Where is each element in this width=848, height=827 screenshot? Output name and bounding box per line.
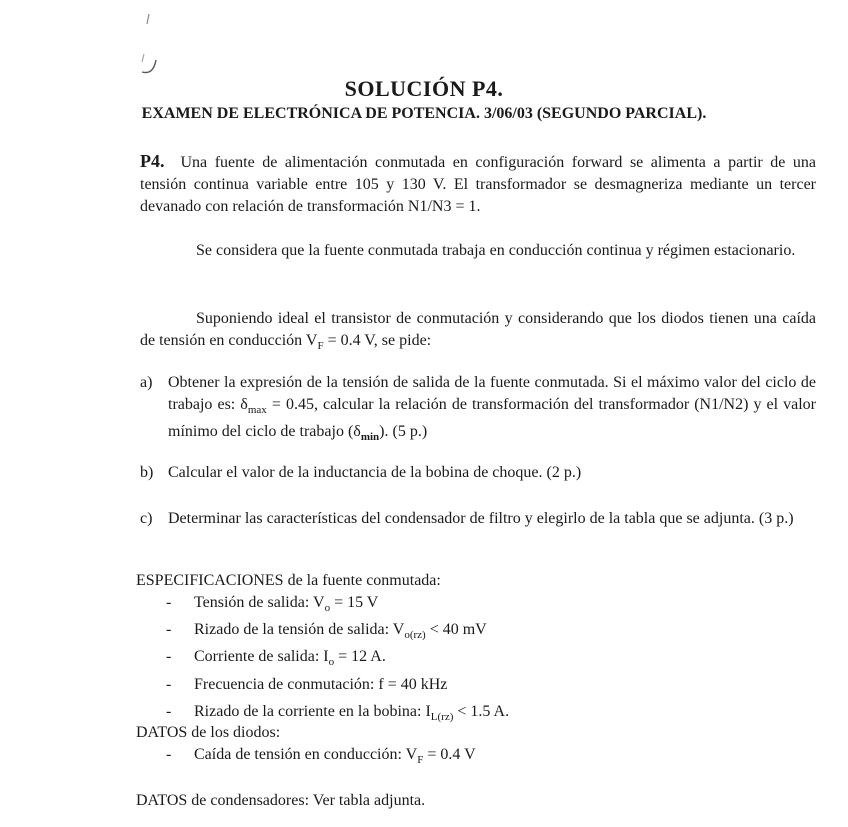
spec-value: = 12 A. bbox=[334, 648, 386, 666]
exam-subtitle: EXAMEN DE ELECTRÓNICA DE POTENCIA. 3/06/03 (SEGUNDO PARCIAL). bbox=[141, 105, 707, 122]
diode-value: = 0.4 V bbox=[423, 746, 476, 763]
question-b-label: b) bbox=[140, 464, 154, 481]
problem-intro: Una fuente de alimentación conmutada en configuración forward se alimenta a partir de una tensión continua variable entre 105 y 130 V. El transformador se desmagneriza mediante un tercer devanado con relación de transformación N1/N3 = 1. bbox=[140, 154, 816, 215]
delta-min-subscript: min bbox=[360, 431, 380, 444]
spec-value: < 40 mV bbox=[425, 621, 487, 639]
question-c-text: Determinar las características del condensador de filtro y elegirlo de la tabla que se adjunta. (3 p.) bbox=[168, 510, 794, 527]
diodes-list bbox=[136, 744, 476, 771]
question-b bbox=[140, 462, 816, 484]
spec-sub: o bbox=[328, 656, 335, 669]
diode-text: Caída de tensión en conducción: V bbox=[194, 746, 418, 763]
handwritten-mark bbox=[130, 10, 170, 80]
spec-sub: o(rz) bbox=[404, 629, 426, 642]
spec-text: Rizado de la tensión de salida: V bbox=[194, 621, 405, 639]
diode-sub: F bbox=[417, 754, 424, 767]
list-item: - Caída de tensión en conducción: $V_F = 0.4$ V bbox=[166, 746, 476, 767]
question-a-part2: = 0.45, calcular la relación de transformación del transformador (N1/N2) y el valor mínimo del ciclo de trabajo (δ bbox=[168, 396, 817, 441]
problem-label: P4. bbox=[140, 151, 165, 171]
diodes-section bbox=[136, 722, 476, 771]
paragraph-conditions: Se considera que la fuente conmutada trabaja en conducción continua y régimen estacionario. bbox=[196, 242, 796, 259]
specifications-heading bbox=[136, 570, 509, 592]
assumptions-text: Suponiendo ideal el transistor de conmutación y considerando que los diodos tienen una caída de tensión en conducción V bbox=[140, 310, 816, 349]
question-c-label: c) bbox=[140, 510, 153, 527]
page-title: SOLUCIÓN P4. bbox=[344, 76, 504, 101]
question-c bbox=[140, 508, 816, 530]
specifications-heading-rest: de la fuente conmutada: bbox=[283, 572, 441, 589]
specifications-heading-caps: ESPECIFICACIONES bbox=[136, 572, 284, 589]
spec-sub: L(rz) bbox=[430, 710, 454, 723]
question-a-label: a) bbox=[140, 374, 153, 391]
list-item: - Corriente de salida: $I_o = 12$ A. bbox=[166, 648, 386, 669]
delta-max-subscript: max bbox=[247, 404, 267, 417]
list-item: - Rizado de la corriente en la bobina: $I_{L(rz)} < 1.5$ A. bbox=[166, 702, 510, 723]
question-a-part3: ). (5 p.) bbox=[379, 423, 428, 441]
spec-text: Corriente de salida: I bbox=[194, 648, 329, 666]
spec-text: Rizado de la corriente en la bobina: I bbox=[194, 702, 431, 720]
question-b-text: Calcular el valor de la inductancia de la bobina de choque. (2 p.) bbox=[168, 464, 582, 481]
list-item: - Rizado de la tensión de salida: $V_{o(rz)} < 40$ mV bbox=[166, 621, 487, 642]
list-item: - Frecuencia de conmutación: f = 40 kHz bbox=[166, 675, 448, 693]
specifications-list bbox=[136, 592, 509, 728]
question-a bbox=[140, 372, 816, 448]
diodes-heading: DATOS de los diodos: bbox=[136, 724, 281, 741]
spec-value: < 1.5 A. bbox=[453, 702, 510, 720]
spec-sub: o bbox=[324, 602, 331, 615]
assumptions-tail: = 0.4 V, se pide: bbox=[323, 332, 432, 349]
paragraph-assumptions bbox=[140, 308, 816, 357]
problem-statement bbox=[140, 150, 816, 218]
vf-subscript: F bbox=[317, 340, 324, 353]
spec-value: = 15 V bbox=[330, 594, 379, 611]
list-item: - Tensión de salida: $V_o = 15$ V bbox=[166, 594, 379, 615]
question-a-text bbox=[168, 372, 816, 448]
question-a-part1: Obtener la expresión de la tensión de salida de la fuente conmutada. Si el máximo valor del ciclo de trabajo es: δ bbox=[168, 374, 816, 413]
spec-text: Frecuencia de conmutación: f = 40 kHz bbox=[194, 675, 448, 693]
specifications-section bbox=[136, 570, 509, 728]
capacitors-data: DATOS de condensadores: Ver tabla adjunta. bbox=[136, 792, 426, 809]
spec-text: Tensión de salida: V bbox=[194, 594, 325, 611]
